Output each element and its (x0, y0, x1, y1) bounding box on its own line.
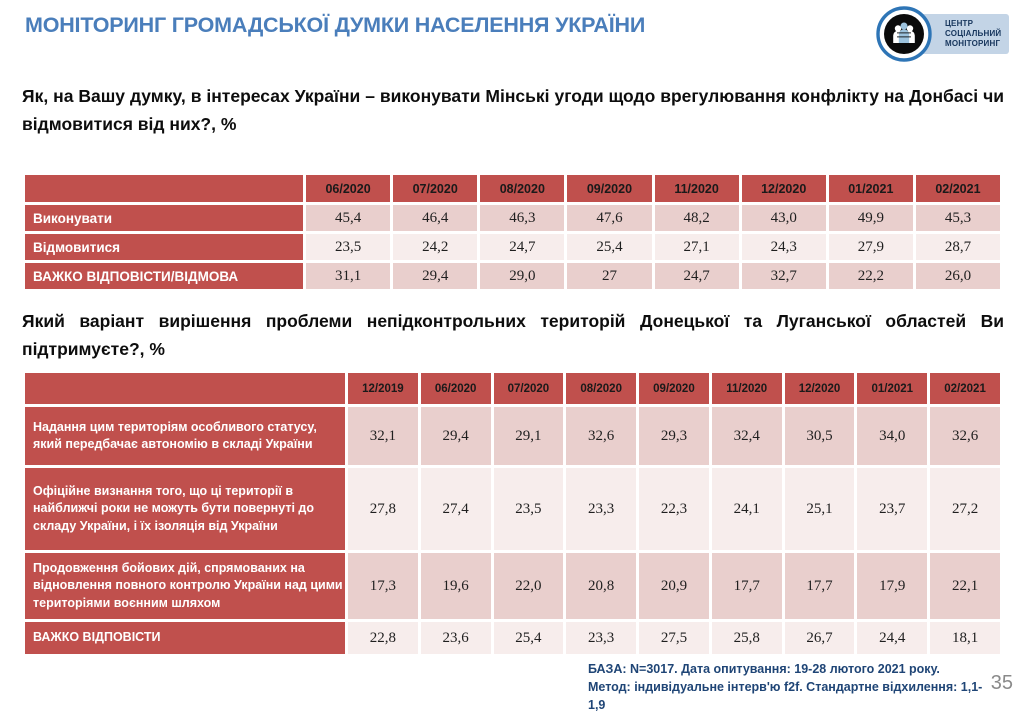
column-header: 07/2020 (494, 373, 564, 404)
value-cell: 18,1 (930, 622, 1000, 654)
column-header: 12/2020 (785, 373, 855, 404)
value-cell: 31,1 (306, 263, 390, 289)
row-label: Виконувати (25, 205, 303, 231)
value-cell: 29,3 (639, 407, 709, 465)
column-header: 08/2020 (480, 175, 564, 202)
column-header: 11/2020 (712, 373, 782, 404)
value-cell: 22,3 (639, 468, 709, 550)
column-header: 06/2020 (306, 175, 390, 202)
value-cell: 32,7 (742, 263, 826, 289)
value-cell: 43,0 (742, 205, 826, 231)
logo-text-line3: МОНІТОРИНГ (945, 39, 1001, 48)
value-cell: 27,2 (930, 468, 1000, 550)
method-note: Метод: індивідуальне інтерв'ю f2f. Стандартне відхилення: 1,1-1,9 (588, 680, 983, 712)
page-title: МОНІТОРИНГ ГРОМАДСЬКОЇ ДУМКИ НАСЕЛЕННЯ УКРАЇНИ (25, 13, 646, 37)
column-header: 02/2021 (930, 373, 1000, 404)
column-header: 01/2021 (829, 175, 913, 202)
question-minsk-agreements: Як, на Вашу думку, в інтересах України – виконувати Мінські угоди щодо врегулювання конфлікту на Донбасі чи відмовитися від них?, % (22, 86, 1004, 134)
table1-header-row (25, 175, 1000, 202)
table-row (25, 407, 1000, 465)
value-cell: 32,4 (712, 407, 782, 465)
value-cell: 30,5 (785, 407, 855, 465)
value-cell: 23,6 (421, 622, 491, 654)
value-cell: 45,3 (916, 205, 1000, 231)
value-cell: 24,7 (480, 234, 564, 260)
value-cell: 27,5 (639, 622, 709, 654)
value-cell: 46,4 (393, 205, 477, 231)
value-cell: 20,9 (639, 553, 709, 619)
page-number: 35 (990, 672, 1013, 694)
value-cell: 22,1 (930, 553, 1000, 619)
value-cell: 17,9 (857, 553, 927, 619)
people-circle-icon (875, 5, 933, 63)
logo-text-line1: ЦЕНТР (945, 19, 974, 28)
value-cell: 17,7 (712, 553, 782, 619)
table-row (25, 468, 1000, 550)
table2-header (25, 373, 1000, 404)
value-cell: 25,1 (785, 468, 855, 550)
value-cell: 25,4 (494, 622, 564, 654)
value-cell: 34,0 (857, 407, 927, 465)
value-cell: 29,4 (393, 263, 477, 289)
base-note: БАЗА: N=3017. Дата опитування: 19-28 лютого 2021 року. (588, 662, 940, 676)
column-header: 08/2020 (566, 373, 636, 404)
corner-cell (25, 373, 345, 404)
value-cell: 29,0 (480, 263, 564, 289)
value-cell: 27 (567, 263, 651, 289)
column-header: 07/2020 (393, 175, 477, 202)
value-cell: 24,7 (655, 263, 739, 289)
column-header: 11/2020 (655, 175, 739, 202)
row-label: Офіційне визнання того, що ці території в найближчі роки не можуть бути повернуті до складу України, і їх ізоляція від України (25, 468, 345, 550)
value-cell: 23,5 (494, 468, 564, 550)
value-cell: 26,7 (785, 622, 855, 654)
value-cell: 23,3 (566, 622, 636, 654)
table-row (25, 263, 1000, 289)
table-row (25, 205, 1000, 231)
value-cell: 17,7 (785, 553, 855, 619)
row-label: ВАЖКО ВІДПОВІСТИ (25, 622, 345, 654)
row-label: Продовження бойових дій, спрямованих на відновлення повного контролю України над цими територіями воєнним шляхом (25, 553, 345, 619)
column-header: 06/2020 (421, 373, 491, 404)
row-label: Відмовитися (25, 234, 303, 260)
value-cell: 48,2 (655, 205, 739, 231)
value-cell: 24,1 (712, 468, 782, 550)
value-cell: 27,9 (829, 234, 913, 260)
value-cell: 23,5 (306, 234, 390, 260)
corner-cell (25, 175, 303, 202)
value-cell: 22,0 (494, 553, 564, 619)
value-cell: 24,2 (393, 234, 477, 260)
table-row (25, 622, 1000, 654)
value-cell: 27,1 (655, 234, 739, 260)
value-cell: 25,4 (567, 234, 651, 260)
value-cell: 32,6 (930, 407, 1000, 465)
value-cell: 24,4 (857, 622, 927, 654)
column-header: 02/2021 (916, 175, 1000, 202)
value-cell: 32,6 (566, 407, 636, 465)
value-cell: 25,8 (712, 622, 782, 654)
minsk-agreements-table (22, 172, 1003, 292)
table-row (25, 553, 1000, 619)
row-label: Надання цим територіям особливого статусу, який передбачає автономію в складі України (25, 407, 345, 465)
territories-table (22, 370, 1003, 657)
value-cell: 46,3 (480, 205, 564, 231)
value-cell: 27,8 (348, 468, 418, 550)
value-cell: 22,2 (829, 263, 913, 289)
value-cell: 29,4 (421, 407, 491, 465)
column-header: 01/2021 (857, 373, 927, 404)
value-cell: 20,8 (566, 553, 636, 619)
column-header: 09/2020 (567, 175, 651, 202)
row-label: ВАЖКО ВІДПОВІСТИ/ВІДМОВА (25, 263, 303, 289)
table1-header (25, 175, 1000, 202)
column-header: 09/2020 (639, 373, 709, 404)
value-cell: 24,3 (742, 234, 826, 260)
value-cell: 23,7 (857, 468, 927, 550)
value-cell: 23,3 (566, 468, 636, 550)
value-cell: 47,6 (567, 205, 651, 231)
logo-text (945, 19, 1001, 49)
org-logo (875, 4, 1011, 64)
value-cell: 45,4 (306, 205, 390, 231)
table-row (25, 234, 1000, 260)
table2-header-row (25, 373, 1000, 404)
value-cell: 28,7 (916, 234, 1000, 260)
value-cell: 49,9 (829, 205, 913, 231)
value-cell: 32,1 (348, 407, 418, 465)
column-header: 12/2020 (742, 175, 826, 202)
value-cell: 29,1 (494, 407, 564, 465)
value-cell: 27,4 (421, 468, 491, 550)
question-territories: Який варіант вирішення проблеми непідконтрольних територій Донецької та Луганської областей Ви підтримуєте?, % (22, 311, 1004, 359)
value-cell: 26,0 (916, 263, 1000, 289)
methodology-note (588, 660, 988, 714)
value-cell: 19,6 (421, 553, 491, 619)
value-cell: 22,8 (348, 622, 418, 654)
column-header: 12/2019 (348, 373, 418, 404)
value-cell: 17,3 (348, 553, 418, 619)
logo-text-line2: СОЦІАЛЬНИЙ (945, 29, 1002, 38)
